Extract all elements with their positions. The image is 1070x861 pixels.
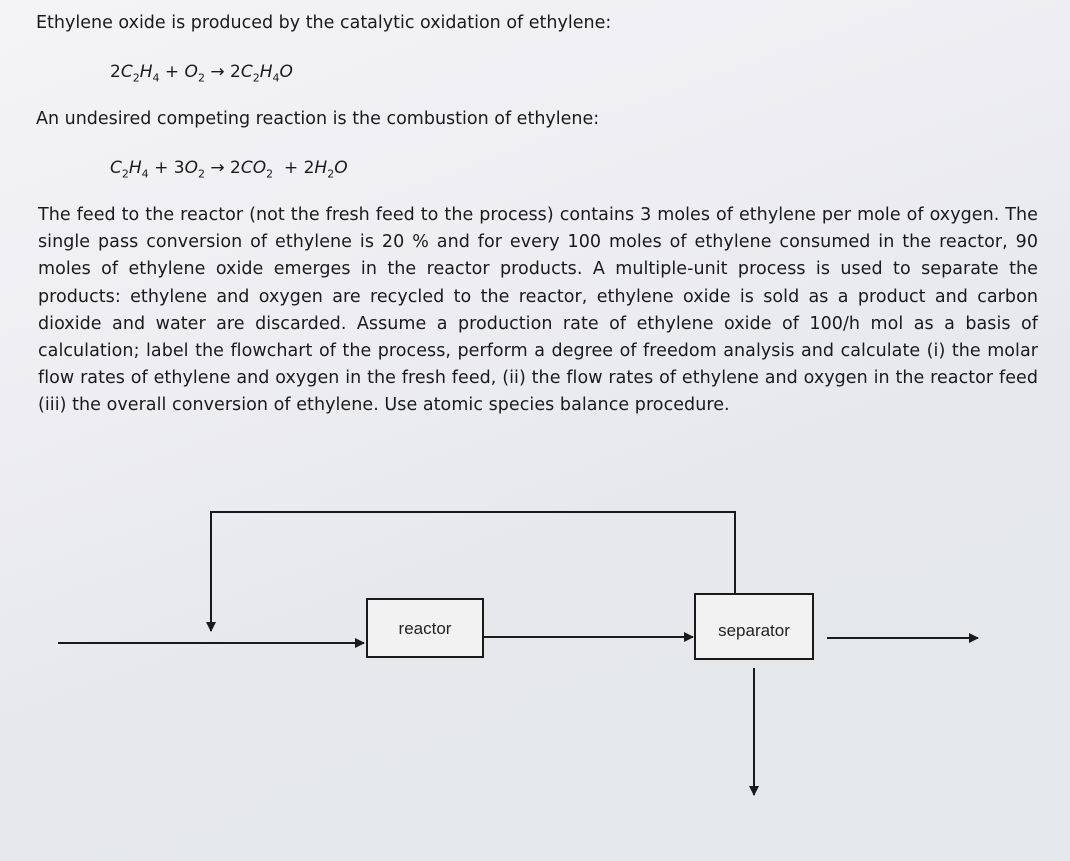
competing-reaction-text: An undesired competing reaction is the combustion of ethylene: <box>36 109 600 129</box>
reactor-label: reactor <box>398 619 452 638</box>
intro-text: Ethylene oxide is produced by the catalytic oxidation of ethylene: <box>36 13 612 33</box>
problem-statement: The feed to the reactor (not the fresh feed to the process) contains 3 moles of ethylene per mole of oxygen. The single pass conversion of ethylene is 20 % and for every 100 moles of ethylene consumed in the reactor, 90 moles of ethylene oxide emerges in the reactor products. A multiple-unit process is used to separate the products: ethylene and oxygen are recycled to the reactor, ethylene oxide is sold as a product and carbon dioxide and water are discarded. Assume a production rate of ethylene oxide of 100/h mol as a basis of calculation; label the flowchart of the process, perform a degree of freedom analysis and calculate (i) the molar flow rates of ethylene and oxygen in the fresh feed, (ii) the flow rates of ethylene and oxygen in the reactor feed (iii) the overall conversion of ethylene. Use atomic species balance procedure. <box>38 205 1038 416</box>
process-flowchart <box>0 490 1070 830</box>
reaction-equation-combustion: $C_2H_4 + 3O_2 \to 2CO_2 + 2H_2O$ <box>110 158 348 181</box>
separator-label: separator <box>718 621 790 640</box>
reaction-equation-oxidation: $2C_2H_4 + O_2 \to 2C_2H_4O$ <box>110 62 293 85</box>
